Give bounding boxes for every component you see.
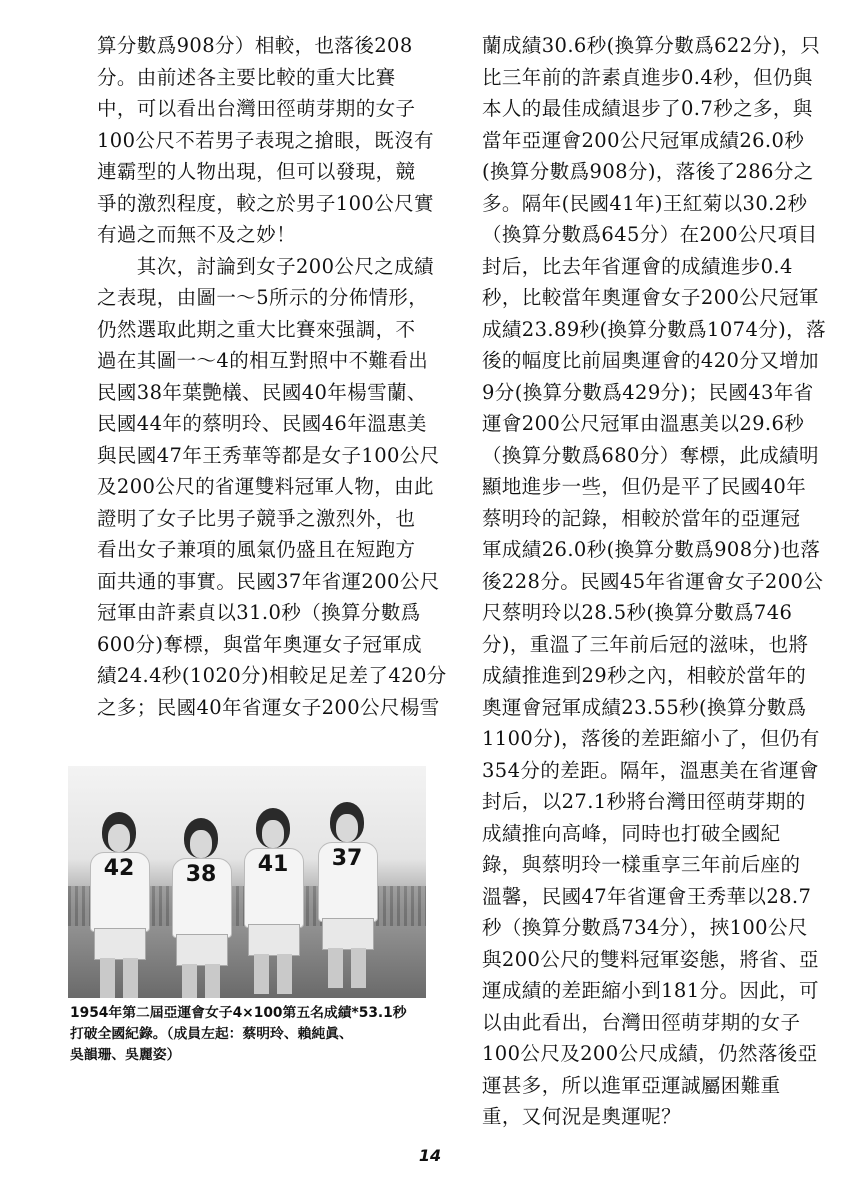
text-line: 錄，與蔡明玲一樣重享三年前后座的 xyxy=(482,853,801,876)
right-text-column xyxy=(482,30,826,1133)
text-line: 運會200公尺冠軍由溫惠美以29.6秒 xyxy=(482,412,805,435)
text-line: 後228分。民國45年省運會女子200公 xyxy=(482,569,824,593)
text-line: 過在其圖一～4的相互對照中不難看出 xyxy=(97,349,429,372)
text-line: 績24.4秒(1020分)相較足足差了420分 xyxy=(97,664,447,687)
text-line: 冠軍由許素貞以31.0秒（換算分數爲 xyxy=(97,601,421,624)
text-line: 面共通的事實。民國37年省運200公尺 xyxy=(97,569,440,593)
athlete-figure xyxy=(244,808,304,998)
left-text-column xyxy=(97,30,447,723)
text-line: 重，又何況是奧運呢？ xyxy=(482,1105,682,1128)
text-line: 分)，重溫了三年前后冠的滋味，也將 xyxy=(482,632,809,656)
text-line: 尺蔡明玲以28.5秒(換算分數爲746 xyxy=(482,601,793,624)
text-line: 溫馨，民國47年省運會王秀華以28.7 xyxy=(482,884,812,908)
text-line: 以由此看出，台灣田徑萌芽期的女子 xyxy=(482,1010,801,1034)
text-line: 算分數爲908分）相較，也落後208 xyxy=(97,34,413,57)
bib-number: 38 xyxy=(185,862,217,887)
text-line: 分。由前述各主要比較的重大比賽 xyxy=(97,65,396,89)
text-line: 民國44年的蔡明玲、民國46年溫惠美 xyxy=(97,412,427,435)
text-line: 當年亞運會200公尺冠軍成績26.0秒 xyxy=(482,128,805,152)
team-photo xyxy=(68,766,426,998)
text-line: 奧運會冠軍成績23.55秒(換算分數爲 xyxy=(482,695,807,719)
text-line: （換算分數爲680分）奪標，此成績明 xyxy=(482,443,819,467)
text-line: 100公尺不若男子表現之搶眼，既沒有 xyxy=(97,128,434,152)
text-line: 比三年前的許素貞進步0.4秒，但仍與 xyxy=(482,65,813,89)
text-line: 100公尺及200公尺成績，仍然落後亞 xyxy=(482,1042,818,1065)
bib-number: 42 xyxy=(103,856,135,881)
bib-number: 37 xyxy=(331,846,363,871)
bib-number: 41 xyxy=(257,852,289,877)
text-line: 1100分)，落後的差距縮小了，但仍有 xyxy=(482,727,820,750)
text-line: 與民國47年王秀華等都是女子100公尺 xyxy=(97,443,440,467)
text-line: 成績推向高峰，同時也打破全國紀 xyxy=(482,821,781,845)
text-line: 秒，比較當年奧運會女子200公尺冠軍 xyxy=(482,286,819,309)
text-line: 連霸型的人物出現，但可以發現，競 xyxy=(97,160,416,183)
text-line: 有過之而無不及之妙！ xyxy=(97,223,297,246)
text-line: 證明了女子比男子競爭之激烈外，也 xyxy=(97,506,416,530)
text-line: 爭的激烈程度，較之於男子100公尺實 xyxy=(97,191,434,215)
text-line: 蔡明玲的記錄，相較於當年的亞運冠 xyxy=(482,506,801,530)
text-line: 本人的最佳成績退步了0.7秒之多，與 xyxy=(482,97,813,120)
text-line: 封后，比去年省運會的成績進步0.4 xyxy=(482,254,793,278)
text-line: 民國38年葉艷檥、民國40年楊雪蘭、 xyxy=(97,380,427,404)
text-line: 9分(換算分數爲429分)；民國43年省 xyxy=(482,380,814,404)
text-line: 看出女子兼項的風氣仍盛且在短跑方 xyxy=(97,538,416,561)
caption-line: 打破全國紀錄。（成員左起：蔡明玲、賴純眞、 xyxy=(70,1026,353,1042)
text-line: 中，可以看出台灣田徑萌芽期的女子 xyxy=(97,97,416,120)
text-line: 354分的差距。隔年，溫惠美在省運會 xyxy=(482,758,819,782)
text-line: 顯地進步一些，但仍是平了民國40年 xyxy=(482,475,807,498)
text-line: (換算分數爲908分)，落後了286分之 xyxy=(482,160,814,183)
text-line: 成績推進到29秒之內，相較於當年的 xyxy=(482,664,807,687)
text-line: 600分)奪標，與當年奧運女子冠軍成 xyxy=(97,632,423,656)
text-line: 之多；民國40年省運女子200公尺楊雪 xyxy=(97,695,440,719)
page-number: 14 xyxy=(418,1146,442,1165)
caption-line: 1954年第二屆亞運會女子4×100第五名成績*53.1秒 xyxy=(70,1005,407,1021)
text-line: 蘭成績30.6秒(換算分數爲622分)，只 xyxy=(482,34,821,57)
text-line: 多。隔年(民國41年)王紅菊以30.2秒 xyxy=(482,191,808,215)
text-line: 運甚多，所以進軍亞運誠屬困難重 xyxy=(482,1073,781,1097)
text-line: 軍成績26.0秒(換算分數爲908分)也落 xyxy=(482,538,821,561)
text-line: 成績23.89秒(換算分數爲1074分)，落 xyxy=(482,317,826,341)
text-line: 及200公尺的省運雙料冠軍人物，由此 xyxy=(97,475,434,498)
text-line: 後的幅度比前屆奧運會的420分又增加 xyxy=(482,349,819,372)
text-line: 運成績的差距縮小到181分。因此，可 xyxy=(482,979,819,1002)
athlete-figure xyxy=(172,818,232,998)
text-line: 之表現，由圖一～5所示的分佈情形， xyxy=(97,286,429,309)
athlete-figure xyxy=(318,802,378,998)
athlete-figure xyxy=(90,812,150,998)
text-line: 其次，討論到女子200公尺之成績 xyxy=(97,254,434,278)
caption-line: 吳韻珊、吳麗姿） xyxy=(70,1047,181,1063)
text-line: 封后，以27.1秒將台灣田徑萌芽期的 xyxy=(482,790,806,813)
text-line: 與200公尺的雙料冠軍姿態，將省、亞 xyxy=(482,947,819,971)
photo-caption xyxy=(70,1003,410,1066)
text-line: （換算分數爲645分）在200公尺項目 xyxy=(482,223,818,246)
text-line: 仍然選取此期之重大比賽來强調，不 xyxy=(97,317,416,341)
text-line: 秒（換算分數爲734分），挾100公尺 xyxy=(482,916,808,939)
